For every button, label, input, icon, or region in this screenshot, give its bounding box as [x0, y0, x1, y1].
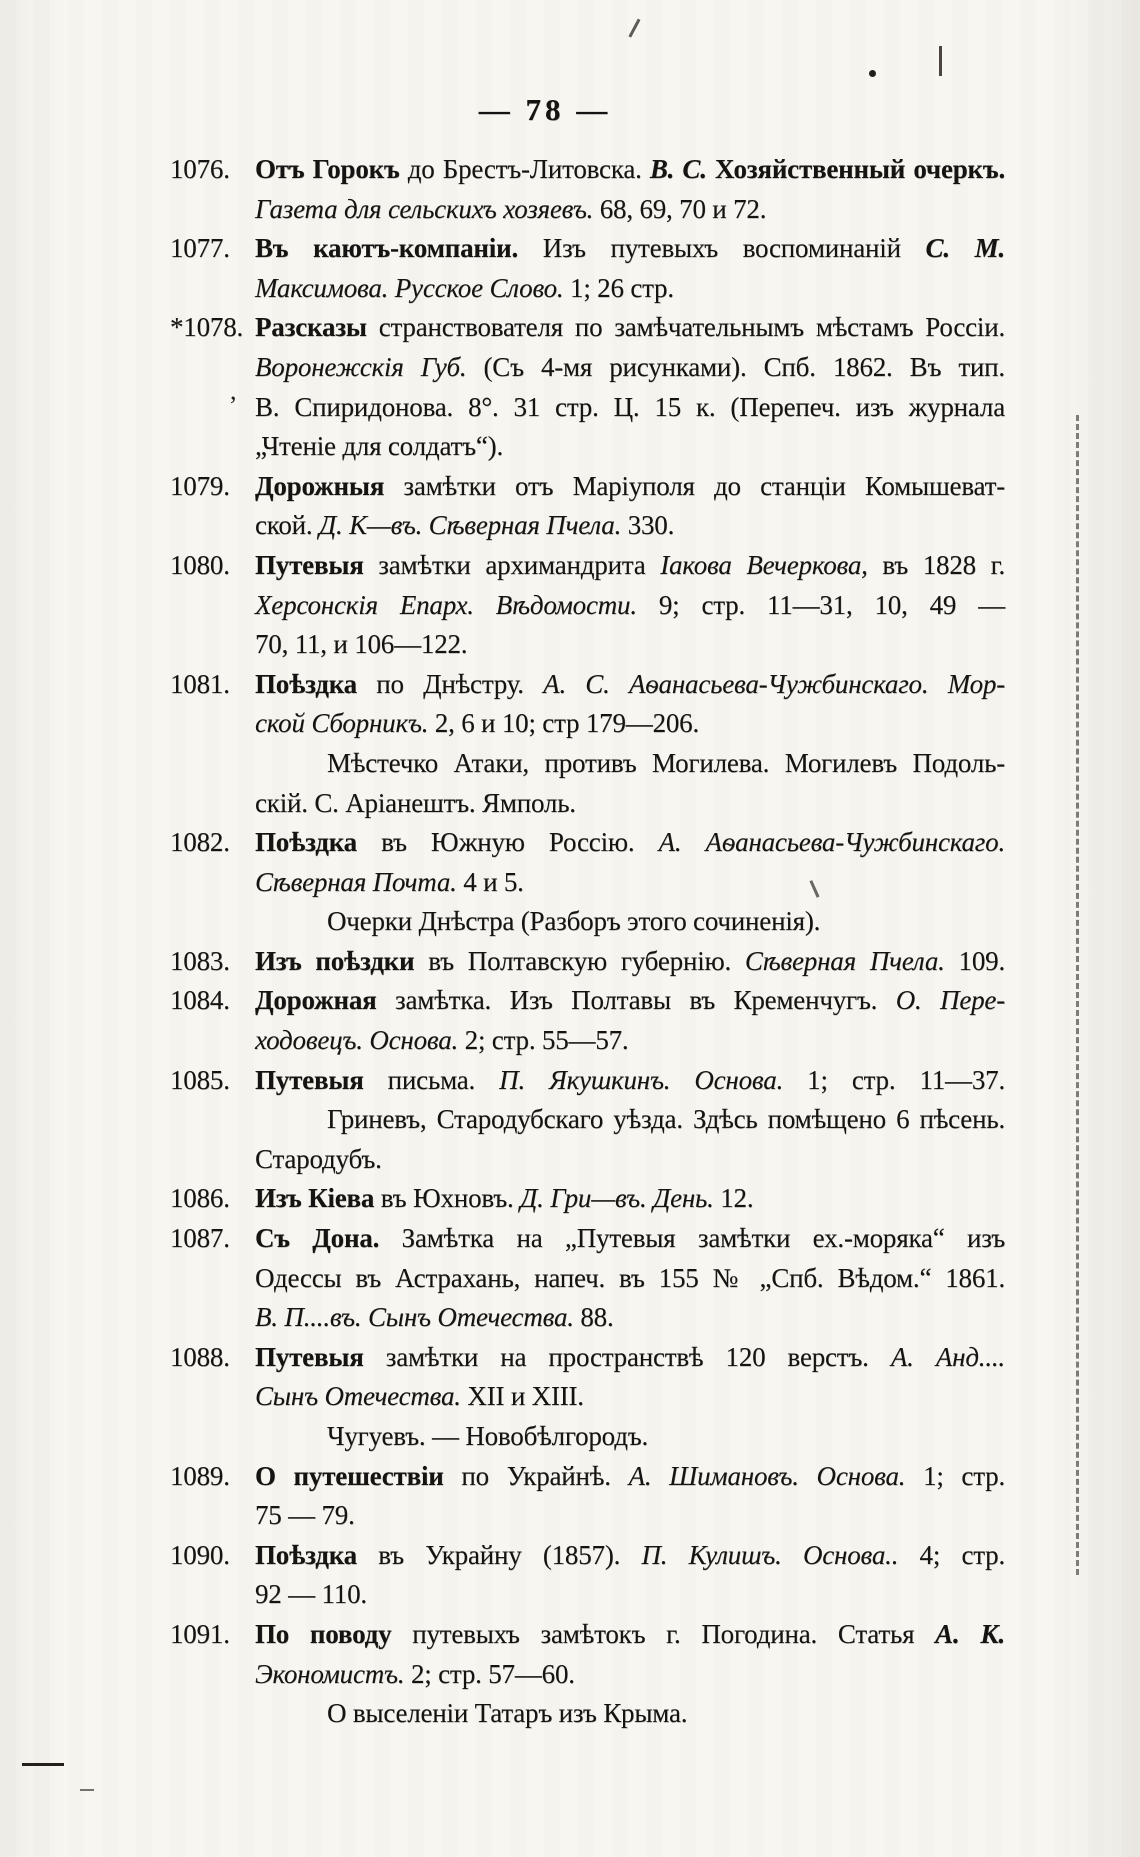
text-segment: Путевыя: [255, 1341, 364, 1372]
bibliography-entry: [170, 308, 1005, 466]
text-segment: А. Аѳанасьева-Чужбинскаго.: [658, 827, 1005, 858]
entry-line: [255, 863, 1005, 903]
text-segment: Гриневъ, Стародубскаго уѣзда. Здѣсь помѣщено 6 пѣсень.: [327, 1104, 1005, 1135]
bibliography-entry: [170, 229, 1005, 308]
bottom-left-dash-artifact: [22, 1763, 64, 1766]
bibliography-entry: [170, 1219, 1005, 1338]
entry-line: [255, 269, 1005, 309]
entry-number: *1078.: [170, 312, 244, 343]
bibliography-entry: [170, 1615, 1005, 1734]
entry-line: [255, 150, 1005, 190]
page-number: — 78 —: [478, 92, 612, 127]
bottom-left-small-mark-artifact: [80, 1789, 94, 1791]
edge-tick-artifact: [939, 46, 942, 76]
text-segment: П. Якушкинъ. Основа.: [499, 1064, 784, 1095]
text-segment: XII и XIII.: [460, 1381, 584, 1412]
entry-line: [255, 1417, 1005, 1457]
text-segment: замѣтки на пространствѣ 120 верстъ.: [363, 1341, 891, 1372]
text-segment: В. Спиридонова. 8°. 31 стр. Ц. 15 к. (Перепеч. изъ журнала: [255, 391, 1005, 422]
bibliography-entry: [170, 1061, 1005, 1180]
text-segment: Замѣтка на „Путевыя замѣтки ех.-моряка“ изъ: [379, 1223, 1005, 1254]
text-segment: въ Юхновъ.: [374, 1183, 521, 1214]
text-segment: Съ Дона.: [255, 1223, 380, 1254]
entry-number: 1080.: [170, 549, 230, 580]
bibliography-entry: [170, 467, 1005, 546]
entry-line: [255, 1219, 1005, 1259]
text-segment: ской.: [255, 510, 319, 541]
text-segment: по Днѣстру.: [356, 668, 544, 699]
text-segment: Стародубъ.: [255, 1143, 382, 1174]
entry-line: [255, 427, 1005, 467]
entry-line: [255, 190, 1005, 230]
text-segment: въ Полтавскую губернію.: [414, 945, 745, 976]
text-segment: Сѣверная Пчела.: [744, 945, 945, 976]
entry-line: [255, 1496, 1005, 1536]
entry-line: [255, 1457, 1005, 1497]
entry-line: [255, 665, 1005, 705]
bibliography-entry: [170, 823, 1005, 942]
text-segment: Путевыя: [255, 1064, 364, 1095]
bibliography-entry: [170, 981, 1005, 1060]
entry-line: [255, 1140, 1005, 1180]
text-segment: Мѣстечко Атаки, противъ Могилева. Могилевъ Подоль-: [327, 747, 1005, 778]
entry-line: [255, 942, 1005, 982]
text-segment: Разсказы: [255, 312, 367, 343]
text-segment: Отъ Горокъ: [255, 154, 400, 184]
bibliography-entry: [170, 1536, 1005, 1615]
entry-number: 1082.: [170, 827, 230, 858]
entry-line: [255, 1694, 1005, 1734]
text-segment: Путевыя: [255, 549, 364, 580]
entry-line: [255, 744, 1005, 784]
diagonal-mark-artifact: [628, 19, 640, 38]
text-segment: въ 1828 г.: [867, 549, 1005, 580]
entry-line: [255, 1259, 1005, 1299]
entry-line: [255, 981, 1005, 1021]
text-segment: Изъ путевыхъ воспоминаній: [518, 233, 926, 264]
text-segment: Экономистъ.: [255, 1658, 405, 1689]
bibliography-entry: [170, 546, 1005, 665]
text-segment: 92 — 110.: [255, 1579, 367, 1610]
bibliography-entry: [170, 942, 1005, 982]
text-segment: 1; 26 стр.: [563, 272, 674, 303]
entry-number: 1088.: [170, 1341, 230, 1372]
entry-line: [255, 586, 1005, 626]
entry-line: [255, 388, 1005, 428]
text-segment: Очерки Днѣстра (Разборъ этого сочиненія).: [327, 906, 821, 937]
text-segment: 2; стр. 55—57.: [458, 1025, 629, 1056]
text-segment: Дорожныя: [255, 470, 385, 501]
entry-number: 1085.: [170, 1064, 230, 1095]
text-segment: 75 — 79.: [255, 1500, 355, 1531]
entry-line: [255, 1338, 1005, 1378]
text-segment: По поводу: [255, 1618, 392, 1649]
entry-line: [255, 348, 1005, 388]
text-segment: по Украйнѣ.: [443, 1460, 629, 1491]
entry-line: [255, 1655, 1005, 1695]
text-segment: Изъ Кіева: [255, 1183, 375, 1214]
text-segment: А. К.: [935, 1618, 1005, 1649]
text-segment: Воронежскія Губ.: [255, 351, 467, 382]
comma-mark-artifact: ,: [230, 376, 237, 405]
text-segment: С. М.: [925, 233, 1005, 264]
text-segment: А. С. Аѳанасьева-Чужбинскаго. Мор-: [543, 668, 1006, 699]
text-segment: 12.: [713, 1183, 754, 1214]
entry-number: 1084.: [170, 985, 230, 1016]
text-segment: Хозяйственный очеркъ.: [706, 154, 1006, 184]
text-segment: 109.: [944, 945, 1005, 976]
text-segment: ходовецъ. Основа.: [255, 1025, 459, 1056]
entry-line: [255, 1021, 1005, 1061]
entry-number: 1089.: [170, 1460, 230, 1491]
text-segment: 70, 11, и 106—122.: [255, 629, 468, 660]
text-segment: Сѣверная Почта.: [255, 866, 457, 897]
bibliography-entry: [170, 1179, 1005, 1219]
text-segment: А. Анд....: [890, 1341, 1005, 1372]
bibliography-entry: [170, 1338, 1005, 1457]
bibliography-entry: [170, 665, 1005, 823]
text-segment: Поѣздка: [255, 668, 357, 699]
text-segment: 1; стр.: [905, 1460, 1005, 1491]
text-segment: 88.: [573, 1302, 614, 1333]
text-segment: А. Шимановъ. Основа.: [628, 1460, 906, 1491]
entry-number: 1079.: [170, 470, 230, 501]
text-segment: Сынъ Отечества.: [255, 1381, 461, 1412]
text-segment: замѣтки отъ Маріуполя до станціи Комышеват-: [384, 470, 1005, 501]
text-segment: 2; стр. 57—60.: [404, 1658, 575, 1689]
text-segment: замѣтки архимандрита: [363, 549, 661, 580]
entry-line: [255, 823, 1005, 863]
text-segment: 330.: [621, 510, 675, 541]
text-segment: Херсонскія Епарх. Вѣдомости.: [255, 589, 637, 620]
text-segment: скій. С. Аріанештъ. Ямполь.: [255, 787, 576, 818]
entry-line: [255, 784, 1005, 824]
text-segment: странствователя по замѣчательнымъ мѣстамъ Россіи.: [366, 312, 1005, 343]
entry-line: [255, 902, 1005, 942]
text-segment: Чугуевъ. — Новобѣлгородъ.: [327, 1421, 649, 1451]
text-segment: В. П....въ. Сынъ Отечества.: [255, 1302, 574, 1333]
ink-dot-artifact: [869, 70, 876, 77]
text-segment: письма.: [363, 1064, 500, 1095]
text-segment: Одессы въ Астрахань, напеч. въ 155 № „Спб. Вѣдом.“ 1861.: [255, 1262, 1005, 1293]
entry-line: [255, 704, 1005, 744]
text-segment: въ Украйну (1857).: [356, 1539, 642, 1570]
bibliography-entry: [170, 150, 1005, 229]
text-segment: Максимова. Русское Слово.: [255, 272, 564, 303]
entry-number: 1077.: [170, 233, 230, 264]
entry-line: [255, 1298, 1005, 1338]
bibliography-list: [170, 150, 1005, 1734]
text-segment: ской Сборникъ.: [255, 708, 429, 739]
bibliography-entry: [170, 1457, 1005, 1536]
entry-line: [255, 1061, 1005, 1101]
text-segment: Поѣздка: [255, 1539, 357, 1570]
entry-line: [255, 308, 1005, 348]
text-segment: (Съ 4-мя рисунками). Спб. 1862. Въ тип.: [466, 351, 1005, 382]
entry-number: 1086.: [170, 1183, 230, 1214]
entry-line: [255, 1536, 1005, 1576]
entry-number: 1081.: [170, 668, 230, 699]
text-segment: О выселеніи Татаръ изъ Крыма.: [327, 1698, 688, 1729]
text-segment: 4; стр.: [898, 1539, 1006, 1570]
text-segment: замѣтка. Изъ Полтавы въ Кременчугъ.: [376, 985, 896, 1016]
entry-line: [255, 506, 1005, 546]
entry-number: 1083.: [170, 945, 230, 976]
text-segment: О. Пере-: [895, 985, 1006, 1016]
text-segment: О путешествіи: [255, 1460, 444, 1491]
entry-number: 1087.: [170, 1223, 230, 1254]
entry-number: 1090.: [170, 1539, 230, 1570]
entry-line: [255, 1377, 1005, 1417]
text-segment: въ Южную Россію.: [356, 827, 659, 858]
entry-line: [255, 1100, 1005, 1140]
text-segment: Дорожная: [255, 985, 377, 1016]
text-segment: 4 и 5.: [456, 866, 524, 897]
text-segment: В. С.: [649, 154, 707, 184]
entry-line: [255, 625, 1005, 665]
text-segment: 2, 6 и 10; стр 179—206.: [428, 708, 700, 739]
text-segment: 9; стр. 11—31, 10, 49 —: [636, 589, 1006, 620]
entry-line: [255, 1179, 1005, 1219]
entry-line: [255, 1615, 1005, 1655]
text-segment: Газета для сельскихъ хозяевъ.: [255, 193, 594, 224]
entry-number: 1091.: [170, 1618, 230, 1649]
page-edge-dashed-line: [1076, 415, 1079, 1575]
text-segment: П. Кулишъ. Основа..: [641, 1539, 899, 1570]
text-segment: Въ каютъ-компаніи.: [255, 233, 518, 264]
entry-line: [255, 229, 1005, 269]
entry-line: [255, 1575, 1005, 1615]
text-segment: до Брестъ-Литовска.: [399, 154, 650, 184]
entry-line: [255, 546, 1005, 586]
text-segment: Изъ поѣздки: [255, 945, 415, 976]
text-segment: 1; стр. 11—37.: [783, 1064, 1005, 1095]
text-segment: Д. Гри—въ. День.: [520, 1183, 714, 1214]
text-segment: путевыхъ замѣтокъ г. Погодина. Статья: [391, 1618, 936, 1649]
entry-number: 1076.: [170, 154, 230, 184]
text-segment: „Чтеніе для солдатъ“).: [255, 431, 504, 462]
text-segment: Іакова Вечеркова,: [660, 549, 868, 580]
text-segment: 68, 69, 70 и 72.: [593, 193, 767, 224]
entry-line: [255, 467, 1005, 507]
text-segment: Поѣздка: [255, 827, 357, 858]
text-segment: Д. К—въ. Сѣверная Пчела.: [318, 510, 622, 541]
